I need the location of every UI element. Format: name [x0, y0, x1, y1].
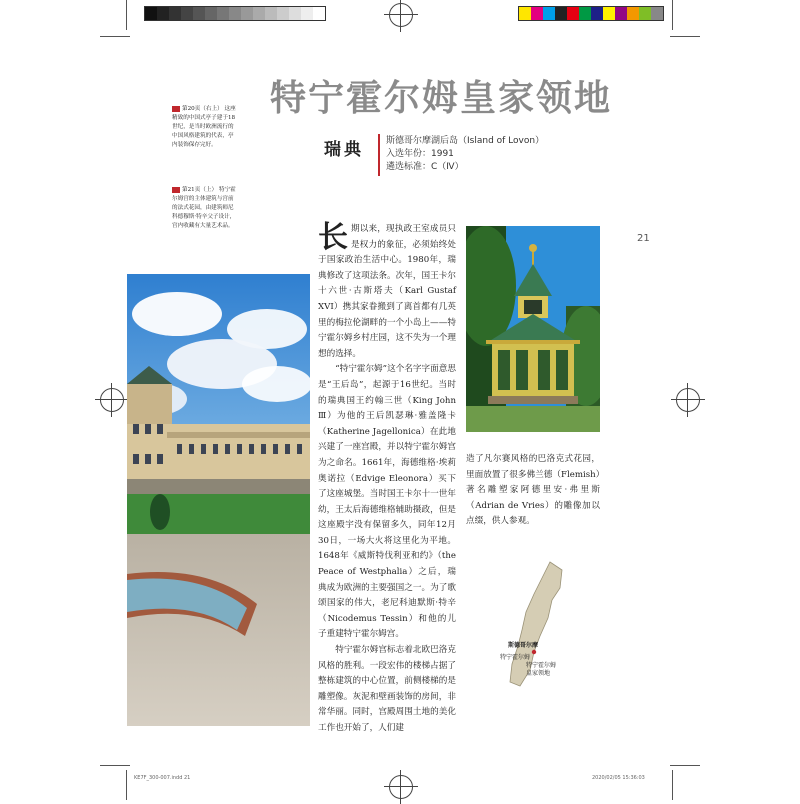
site-location: 斯德哥尔摩湖后岛（Island of Lovon）: [386, 136, 545, 146]
site-year: 入选年份：1991: [386, 149, 454, 159]
crop-mark: [670, 36, 700, 37]
country-divider: [378, 134, 380, 176]
crop-mark: [672, 770, 673, 800]
site-meta: [386, 135, 544, 174]
side-note-2: [172, 186, 238, 231]
map-label-city: 斯德哥尔摩: [508, 642, 539, 649]
page-title: 特宁霍尔姆皇家领地: [270, 78, 613, 119]
footer-file-info: KE7F_300-007.indd 21: [134, 775, 191, 781]
site-criteria: 遴选标准：C（Ⅳ）: [386, 162, 464, 172]
registration-mark-bottom: [389, 775, 413, 799]
map-label-site-full: 特宁霍尔姆 皇家领地: [526, 662, 557, 677]
chinese-pavilion-photo: [466, 226, 600, 432]
side-note-heading: 第20页（右上）: [182, 106, 223, 112]
body-column-1: [318, 222, 456, 737]
body-paragraph: 期以来，现执政王室成员只是权力的象征，必须始终处于国家政治生活中心。1980年，瑞典修改了这项法条。次年，国王卡尔十六世·古斯塔夫（Karl Gustaf XVI）携其家眷搬到了离首都有几英里的梅拉伦湖畔的一个小岛上——特宁霍尔姆乡村庄园，这不失为一个理想的选择。: [318, 224, 456, 359]
registration-mark-right: [676, 388, 700, 412]
crop-mark: [126, 0, 127, 30]
map-label-site: 特宁霍尔姆: [500, 654, 531, 661]
note-marker-icon: [172, 106, 180, 112]
crop-mark: [126, 770, 127, 800]
footer-timestamp: 2020/02/05 15:36:03: [592, 775, 645, 781]
page-number: 21: [637, 233, 650, 244]
note-marker-icon: [172, 187, 180, 193]
registration-mark-top: [389, 3, 413, 27]
body-paragraph: 特宁霍尔姆宫标志着北欧巴洛克风格的胜利。一段宏伟的楼梯占据了整栋建筑的中心位置，前侧楼梯的是雕塑像。灰泥和壁画装饰的房间，非常华丽。同时，宫殿周围土地的美化工作也开始了，人们建: [318, 645, 456, 733]
crop-mark: [672, 0, 673, 30]
crop-mark: [100, 765, 130, 766]
body-paragraph: “特宁霍尔姆”这个名字字面意思是“王后岛”，起源于16世纪。当时的瑞典国王约翰三世（King John Ⅲ）为他的王后凯瑟琳·雅盖隆卡（Katherine Jagellonica）在此地兴建了一座宫殿，并以特宁霍尔姆宫为之命名。1661年，海德维格·埃莉奥诺拉（Edvige Eleonora）买下了这座城堡。当时国王卡尔十一世年幼，王太后海德维格辅助摄政，但是这座殿宇没有保留多久，同年12月30日，一场大火将这里化为平地。1648年《威斯特伐利亚和约》（the Peace of Westphalia）之后，瑞典成为欧洲的主要强国之一。为了歌颂国家的伟大，老尼科迪默斯·特辛（Nicodemus Tessin）和他的儿子重建特宁霍尔姆宫。: [318, 364, 456, 640]
registration-mark-left: [100, 388, 124, 412]
side-note-text: 这座精致的中国式亭子建于18世纪，是当时欧洲流行的中国风格建筑的代表，亭内装饰保存完好。: [172, 106, 236, 148]
crop-mark: [100, 36, 130, 37]
palace-garden-photo: [127, 274, 310, 726]
side-note-text: 特宁霍尔姆宫的主体建筑与宫前的法式花园，由建筑师尼科德穆斯·特辛父子设计，宫内收藏有大量艺术品。: [172, 187, 236, 229]
color-calibration-bar: [518, 6, 664, 21]
body-column-2: [466, 452, 600, 530]
body-paragraph: 造了凡尔赛风格的巴洛克式花园，里面放置了很多佛兰德（Flemish）著名雕塑家阿德里安·弗里斯（Adrian de Vries）的雕像加以点缀，供人参观。: [466, 454, 600, 527]
side-note-heading: 第21页（上）: [182, 187, 218, 193]
drop-cap: 长: [318, 220, 348, 255]
grayscale-calibration-bar: [144, 6, 326, 21]
side-note-1: [172, 105, 238, 150]
crop-mark: [670, 765, 700, 766]
country-label: 瑞典: [324, 140, 364, 160]
